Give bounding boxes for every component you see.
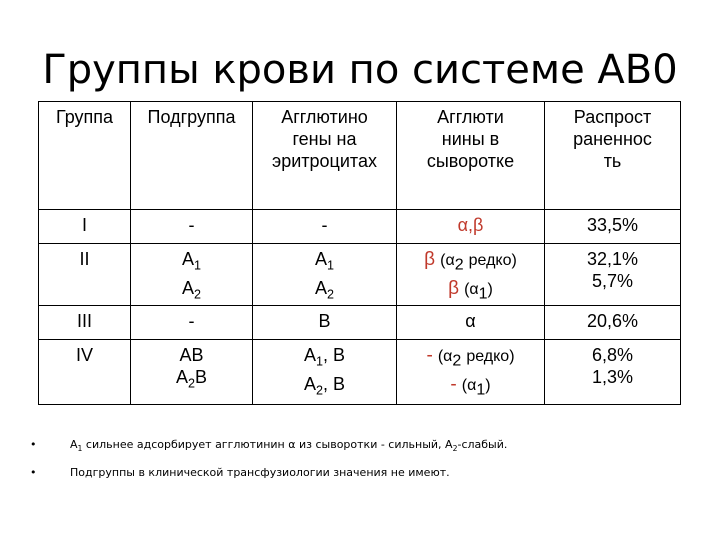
cell-subgroup: - [131, 306, 253, 340]
footnote-item: • Подгруппы в клинической трансфузиологии значения не имеют. [30, 466, 450, 480]
cell-subgroup: - [131, 210, 253, 244]
cell-subgroup: $A_1$ $A_2$ [131, 244, 253, 306]
cell-agglutinogens: $A_1$, B $A_2$, B [253, 340, 397, 405]
cell-agglutinogens: B [253, 306, 397, 340]
header-agglutinogens: Агглютино гены на эритроцитах [253, 102, 397, 210]
table-row [39, 210, 681, 244]
cell-agglutinogens: - [253, 210, 397, 244]
cell-prevalence: 33,5% [545, 210, 681, 244]
cell-prevalence: 32,1% 5,7% [545, 244, 681, 306]
cell-prevalence: 20,6% [545, 306, 681, 340]
table-row [39, 244, 681, 306]
header-prevalence: Распрост раненнос ть [545, 102, 681, 210]
blood-groups-table [38, 101, 681, 405]
cell-subgroup: AB $A_2B$ [131, 340, 253, 405]
footnotes [30, 438, 690, 490]
cell-agglutinogens: $A_1$ $A_2$ [253, 244, 397, 306]
cell-group: II [39, 244, 131, 306]
cell-group: IV [39, 340, 131, 405]
cell-agglutinins: α [397, 306, 545, 340]
header-subgroup: Подгруппа [131, 102, 253, 210]
page-title: Группы крови по системе АВ0 [42, 47, 678, 93]
table-row [39, 340, 681, 405]
cell-agglutinins: - ($\alpha_2$ редко) - $(\alpha_1)$ [397, 340, 545, 405]
cell-group: III [39, 306, 131, 340]
header-agglutinins: Агглюти нины в сыворотке [397, 102, 545, 210]
cell-agglutinins: β ($\alpha_2$ редко) β $(\alpha_1)$ [397, 244, 545, 306]
cell-prevalence: 6,8% 1,3% [545, 340, 681, 405]
table-row [39, 306, 681, 340]
bullet-icon: • [30, 438, 37, 451]
bullet-icon: • [30, 466, 37, 480]
cell-agglutinins: α,β [397, 210, 545, 244]
header-group: Группа [39, 102, 131, 210]
cell-group: I [39, 210, 131, 244]
table-header-row [39, 102, 681, 210]
footnote-item: • $А_1$ сильнее адсорбирует агглютинин α из сыворотки - сильный, $А_2$-слабый. [30, 438, 508, 454]
